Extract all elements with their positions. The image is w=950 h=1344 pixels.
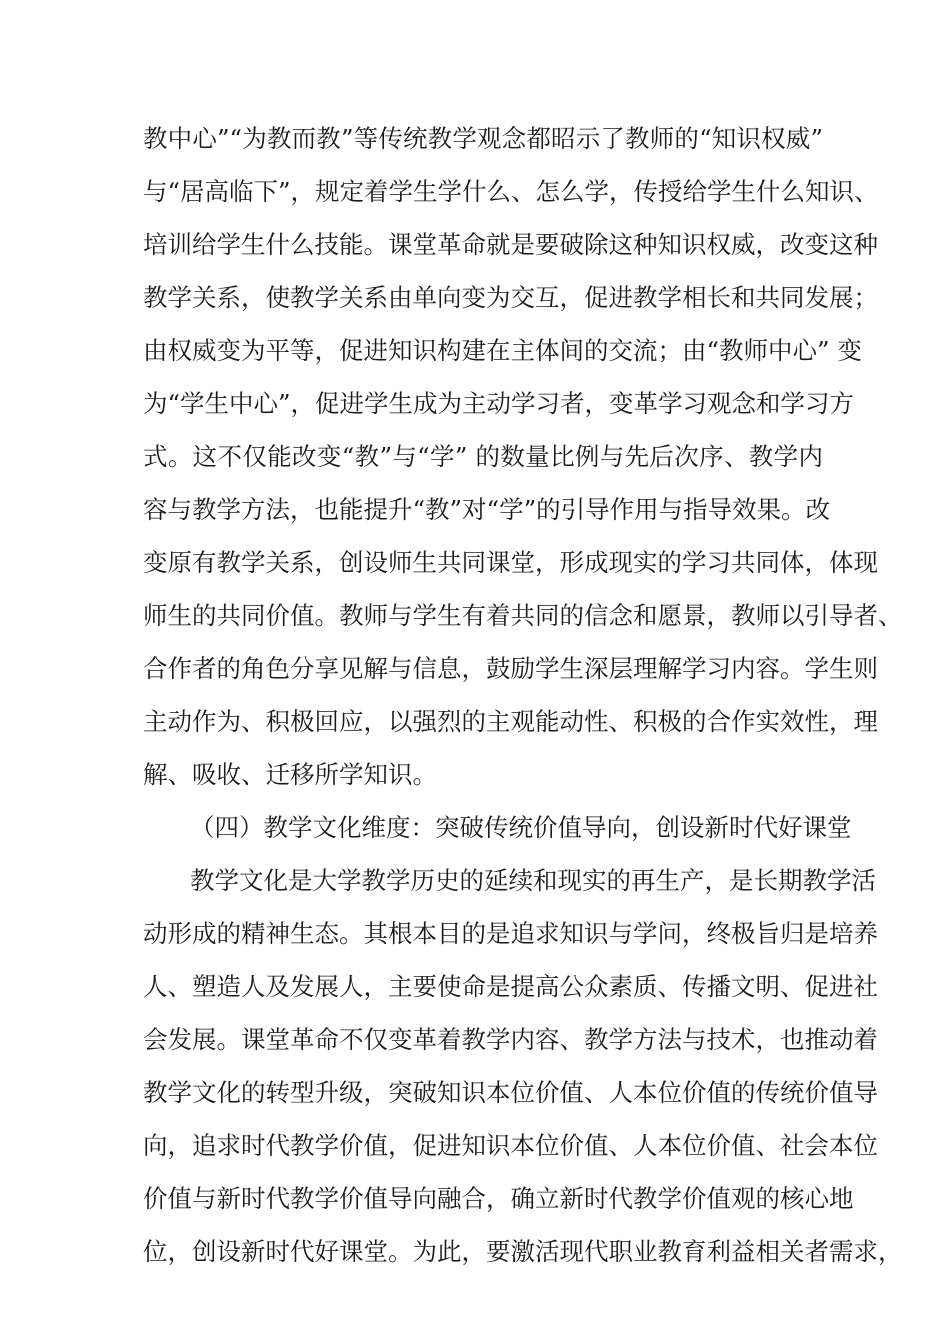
paragraph-line: 与“居高临下”，规定着学生学什么、怎么学，传授给学生什么知识、 xyxy=(143,177,879,206)
paragraph-line: 向，追求时代教学价值，促进知识本位价值、人本位价值、社会本位 xyxy=(143,1131,878,1160)
paragraph-line: 为“学生中心”，促进学生成为主动学习者，变革学习观念和学习方 xyxy=(143,389,855,418)
paragraph-line: 价值与新时代教学价值导向融合，确立新时代教学价值观的核心地 xyxy=(143,1184,854,1213)
paragraph-line: 容与教学方法，也能提升“教”对“学”的引导作用与指导效果。改 xyxy=(143,495,831,524)
section-heading: （四）教学文化维度：突破传统价值导向，创设新时代好课堂 xyxy=(190,813,852,842)
paragraph-line: 位，创设新时代好课堂。为此，要激活现代职业教育利益相关者需求， xyxy=(143,1237,903,1266)
paragraph-line: 合作者的角色分享见解与信息，鼓励学生深层理解学习内容。学生则 xyxy=(143,654,878,683)
paragraph-line: 由权威变为平等，促进知识构建在主体间的交流；由“教师中心” 变 xyxy=(143,336,862,365)
paragraph-line: 变原有教学关系，创设师生共同课堂，形成现实的学习共同体，体现 xyxy=(143,548,878,577)
paragraph-line: 人、塑造人及发展人，主要使命是提高公众素质、传播文明、促进社 xyxy=(143,972,878,1001)
paragraph-line: 教学关系，使教学关系由单向变为交互，促进教学相长和共同发展； xyxy=(143,283,878,312)
paragraph-line: 教学文化的转型升级，突破知识本位价值、人本位价值的传统价值导 xyxy=(143,1078,878,1107)
paragraph-line: 动形成的精神生态。其根本目的是追求知识与学问，终极旨归是培养 xyxy=(143,919,878,948)
paragraph-line: 培训给学生什么技能。课堂革命就是要破除这种知识权威，改变这种 xyxy=(143,230,878,259)
paragraph-line: 师生的共同价值。教师与学生有着共同的信念和愿景，教师以引导者、 xyxy=(143,601,903,630)
paragraph-line: 解、吸收、迁移所学知识。 xyxy=(143,760,437,789)
paragraph-line: 教学文化是大学教学历史的延续和现实的再生产，是长期教学活 xyxy=(190,866,876,895)
paragraph-line: 教中心”“为教而教”等传统教学观念都昭示了教师的“知识权威” xyxy=(143,124,823,153)
paragraph-line: 式。这不仅能改变“教”与“学” 的数量比例与先后次序、教学内 xyxy=(143,442,823,471)
paragraph-line: 会发展。课堂革命不仅变革着教学内容、教学方法与技术，也推动着 xyxy=(143,1025,878,1054)
paragraph-line: 主动作为、积极回应，以强烈的主观能动性、积极的合作实效性，理 xyxy=(143,707,878,736)
